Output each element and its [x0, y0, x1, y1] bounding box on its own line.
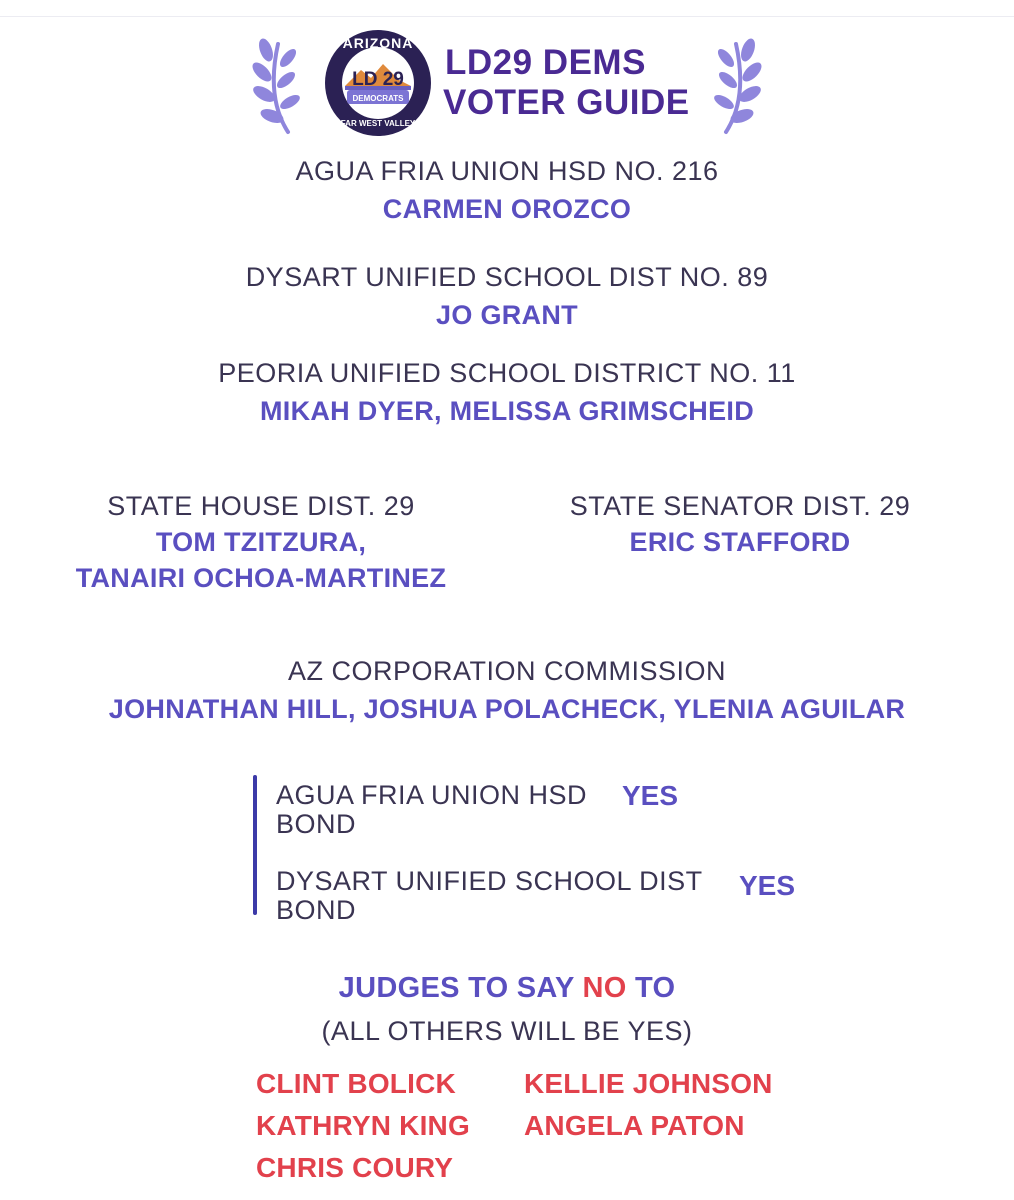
peoria-candidates: MIKAH DYER, MELISSA GRIMSCHEID	[259, 396, 755, 426]
judge-name: ANGELA PATON	[524, 1110, 745, 1141]
judges-heading	[0, 972, 1014, 1005]
judge-name: CHRIS COURY	[256, 1152, 454, 1183]
top-divider	[0, 16, 1014, 17]
logo-ribbon-text: DEMOCRATS	[352, 94, 404, 103]
peoria-office: PEORIA UNIFIED SCHOOL DISTRICT NO. 11	[218, 358, 796, 388]
bond-1-line2: BOND	[276, 809, 357, 839]
judges-heading-before: JUDGES TO SAY	[338, 972, 583, 1004]
state-senate-office: STATE SENATOR DIST. 29	[569, 491, 911, 521]
guide-title-line1: LD29 DEMS	[445, 43, 646, 82]
state-house-office: STATE HOUSE DIST. 29	[107, 491, 415, 521]
dysart-candidate: JO GRANT	[436, 300, 578, 330]
logo-top-text: ARIZONA	[342, 35, 414, 51]
corp-commission-office: AZ CORPORATION COMMISSION	[287, 656, 726, 686]
judges-heading-no: NO	[582, 972, 627, 1004]
agua-fria-office: AGUA FRIA UNION HSD NO. 216	[295, 156, 719, 186]
bond-1-line1: AGUA FRIA UNION HSD	[276, 780, 588, 810]
ld29-logo	[323, 28, 433, 138]
judges-note: (ALL OTHERS WILL BE YES)	[321, 1016, 693, 1046]
bond-2-vote: YES	[739, 870, 796, 901]
bond-2-line2: BOND	[276, 895, 357, 925]
bond-2-line1: DYSART UNIFIED SCHOOL DIST	[276, 866, 703, 896]
state-house-candidate-1: TOM TZITZURA,	[155, 527, 367, 557]
dysart-office: DYSART UNIFIED SCHOOL DIST NO. 89	[245, 262, 769, 292]
agua-fria-candidate: CARMEN OROZCO	[382, 194, 632, 224]
logo-center-text: LD 29	[352, 69, 404, 90]
laurel-right-icon	[694, 36, 766, 136]
state-house-candidate-2: TANAIRI OCHOA-MARTINEZ	[75, 563, 447, 593]
judge-name: KELLIE JOHNSON	[524, 1068, 773, 1099]
logo-bottom-text: FAR WEST VALLEY	[340, 119, 416, 128]
bond-1-vote: YES	[622, 780, 679, 811]
judges-heading-after: TO	[626, 972, 676, 1004]
corp-commission-candidates: JOHNATHAN HILL, JOSHUA POLACHECK, YLENIA AGUILAR	[108, 694, 906, 724]
judge-name: KATHRYN KING	[256, 1110, 470, 1141]
bond-divider	[253, 775, 257, 915]
laurel-left-icon	[248, 36, 320, 136]
state-senate-candidate: ERIC STAFFORD	[629, 527, 851, 557]
guide-title-line2: VOTER GUIDE	[443, 83, 690, 122]
judge-name: CLINT BOLICK	[256, 1068, 456, 1099]
